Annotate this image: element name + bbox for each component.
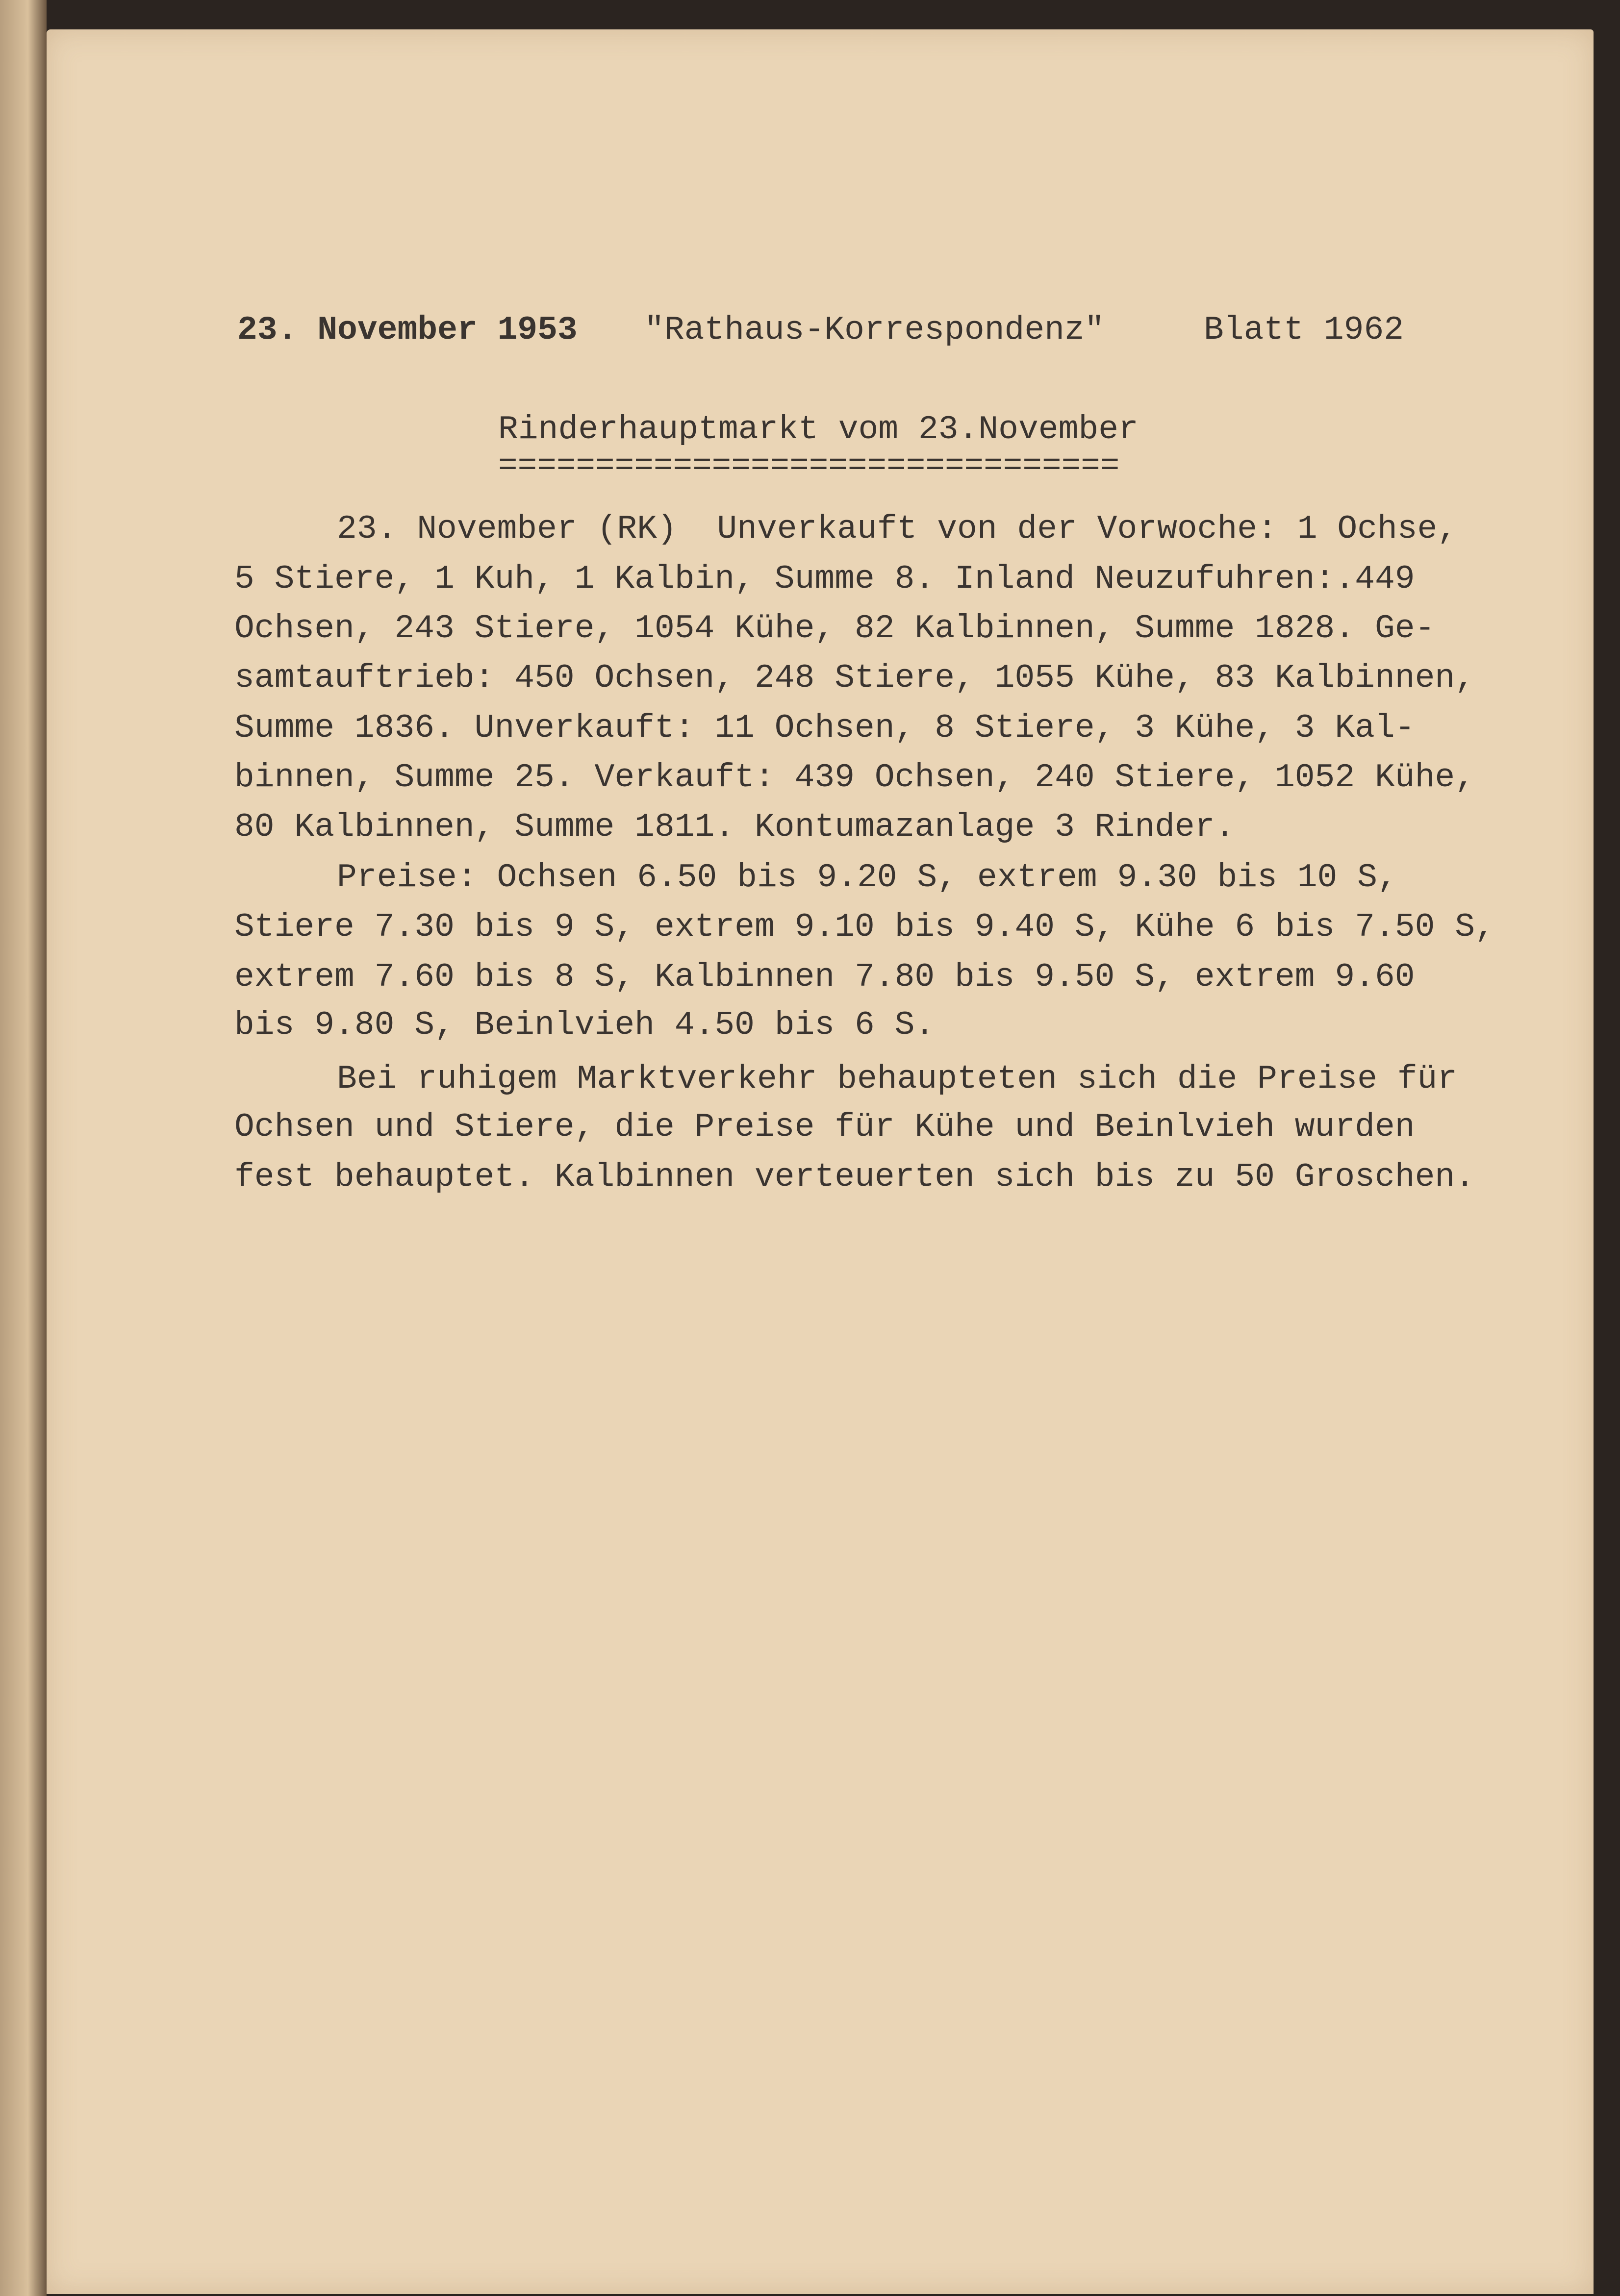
body-line: Summe 1836. Unverkauft: 11 Ochsen, 8 Stiere, 3 Kühe, 3 Kal-: [234, 709, 1415, 747]
body-line: Bei ruhigem Marktverkehr behaupteten sich die Preise für: [337, 1060, 1458, 1098]
body-line: 80 Kalbinnen, Summe 1811. Kontumazanlage 3 Rinder.: [234, 808, 1235, 846]
header-publication: "Rathaus-Korrespondenz": [644, 311, 1105, 349]
body-line: Preise: Ochsen 6.50 bis 9.20 S, extrem 9.30 bis 10 S,: [337, 859, 1397, 897]
body-line: extrem 7.60 bis 8 S, Kalbinnen 7.80 bis 9.50 S, extrem 9.60: [234, 958, 1415, 996]
header-sheet-number: Blatt 1962: [1204, 311, 1404, 349]
body-line: 5 Stiere, 1 Kuh, 1 Kalbin, Summe 8. Inland Neuzufuhren:.449: [234, 560, 1415, 598]
title-underline: ================================: [498, 448, 1120, 484]
body-line: Stiere 7.30 bis 9 S, extrem 9.10 bis 9.40 S, Kühe 6 bis 7.50 S,: [234, 908, 1495, 946]
body-line: binnen, Summe 25. Verkauft: 439 Ochsen, 240 Stiere, 1052 Kühe,: [234, 759, 1475, 797]
body-line: Ochsen und Stiere, die Preise für Kühe und Beinlvieh wurden: [234, 1108, 1415, 1146]
body-line: 23. November (RK) Unverkauft von der Vorwoche: 1 Ochse,: [337, 510, 1458, 548]
body-line: samtauftrieb: 450 Ochsen, 248 Stiere, 1055 Kühe, 83 Kalbinnen,: [234, 659, 1475, 697]
body-line: fest behauptet. Kalbinnen verteuerten sich bis zu 50 Groschen.: [234, 1158, 1475, 1196]
document-title: Rinderhauptmarkt vom 23.November: [498, 411, 1139, 449]
header-date: 23. November 1953: [237, 311, 578, 349]
body-line: Ochsen, 243 Stiere, 1054 Kühe, 82 Kalbinnen, Summe 1828. Ge-: [234, 610, 1435, 648]
adjacent-page-edge: [0, 0, 47, 2296]
body-line: bis 9.80 S, Beinlvieh 4.50 bis 6 S.: [234, 1006, 935, 1044]
